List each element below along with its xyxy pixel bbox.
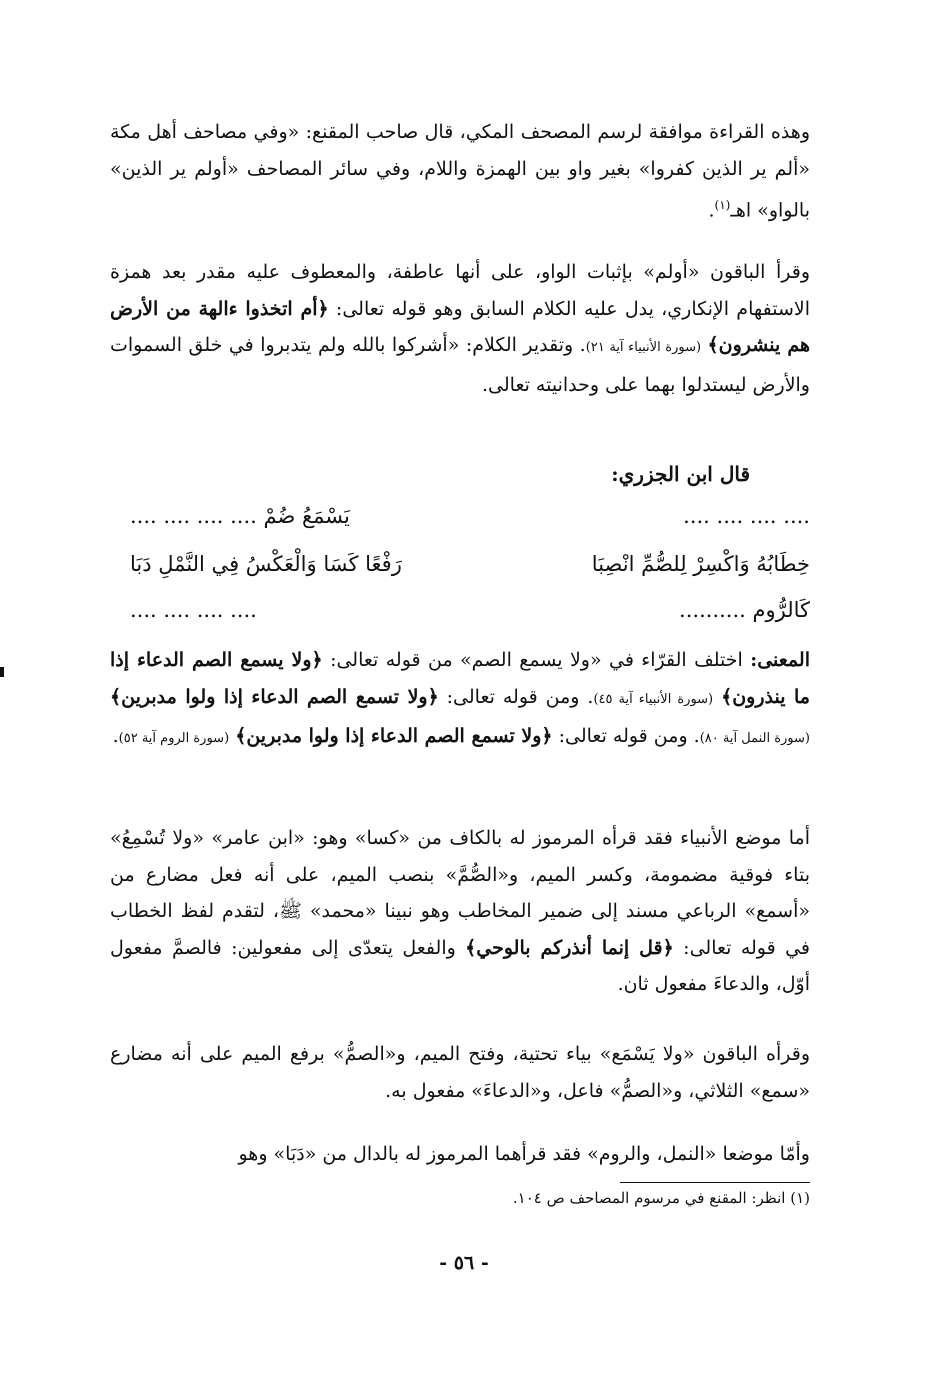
page-number: - ٥٦ - (439, 1252, 489, 1274)
paragraph-text: وهذه القراءة موافقة لرسم المصحف المكي، قال صاحب المقنع: «وفي مصاحف أهل مكة «ألم ير الذين كفروا» بغير واو بين الهمزة واللام، وفي سائر المصاحف «أولم ير الذين» بالواو» اهـ (110, 121, 810, 222)
paragraph-text: وقرأه الباقون «ولا يَسْمَع» بياء تحتية، وفتح الميم، و«الصمُّ» برفع الميم على أنه مضارع «سمع» الثلاثي، و«الصمُّ» فاعل، و«الدعاءَ» مفعول به. (110, 1043, 810, 1102)
meaning-label: المعنى: (750, 649, 810, 671)
paragraph-text: . ومن قوله تعالى: (438, 685, 594, 708)
paragraph-naml-rum (110, 1136, 810, 1173)
paragraph-text: والفعل يتعدّى إلى مفعولين: فالصمَّ مفعول أوّل، والدعاءَ مفعول ثان. (110, 936, 810, 995)
paragraph-text: وأمّا موضعا «النمل، والروم» فقد قرأهما المرموز له بالدال من «دَبَا» وهو (238, 1143, 810, 1165)
paragraph-remaining-reading (110, 1036, 810, 1109)
verse-first-hemistich: كَالرُّوم .......... (679, 598, 810, 622)
paragraph-remaining-readers (110, 254, 810, 403)
verse-second-hemistich: يَسْمَعُ ضُمْ .... .... .... .... (130, 504, 350, 528)
paragraph-text: وقرأ الباقون «أولم» بإثبات الواو، على أنها عاطفة، والمعطوف عليه مقدر بعد همزة الاستفهام الإنكاري، يدل عليه الكلام السابق وهو قوله تعالى: (110, 261, 810, 320)
paragraph-end: . (112, 725, 119, 747)
poem-verse-line (130, 504, 810, 540)
footnote-divider (620, 1182, 810, 1183)
quran-verse: ﴿قل إنما أنذركم بالوحي﴾ (465, 936, 674, 959)
verse-second-hemistich: .... .... .... .... (130, 598, 257, 622)
surah-reference: (سورة الروم آية ٥٢) (118, 731, 230, 746)
poem-verse-line (130, 598, 810, 634)
paragraph-anbiya-reading (110, 820, 810, 1003)
verse-second-hemistich: رَفْعًا كَسَا وَالْعَكْسُ فِي النَّمْلِ دَبَا (130, 552, 402, 576)
footnote-reference[interactable]: (١) (714, 198, 731, 212)
surah-reference: (سورة النمل آية ٨٠) (699, 731, 810, 746)
verse-heading: قال ابن الجزري: (611, 462, 750, 486)
poem-verse-line (130, 552, 810, 588)
paragraph-end: . (708, 199, 715, 222)
surah-reference: (سورة الأنبياء آية ٤٥) (593, 691, 714, 707)
quran-verse: ﴿ولا تسمع الصم الدعاء إذا ولوا مدبرين﴾ (110, 685, 439, 708)
verse-first-hemistich: .... .... .... .... (683, 504, 810, 528)
footnote: (١) انظر: المقنع في مرسوم المصاحف ص ١٠٤. (512, 1189, 810, 1207)
paragraph-text: . ومن قوله تعالى: (552, 725, 700, 747)
quran-verse: ﴿أم اتخذوا ءالهة من الأرض هم ينشرون﴾ (110, 297, 810, 356)
paragraph-meaning (110, 642, 810, 758)
quran-verse: ﴿ولا تسمع الصم الدعاء إذا ولوا مدبرين﴾ (235, 725, 553, 747)
surah-reference: (سورة الأنبياء آية ٢١) (585, 340, 702, 355)
paragraph-text: أما موضع الأنبياء فقد قرأه المرموز له بالكاف من «كسا» وهو: «ابن عامر» «ولا تُسْمِعُ» بتاء فوقية مضمومة، وكسر الميم، و«الصُّمَّ» بنصب الميم، على أنه فعل مضارع من «أسمع» الرباعي مسند إلى ضمير المخاطب وهو نبينا «محمد» ﷺ، لتقدم لفظ الخطاب في قوله تعالى: (110, 827, 810, 959)
paragraph-text: . وتقدير الكلام: «أشركوا بالله ولم يتدبروا في خلق السموات والأرض ليستدلوا بهما على وحدانيته تعالى. (110, 334, 810, 396)
paragraph-muqni-quote (110, 114, 810, 229)
scan-edge-mark (0, 667, 4, 677)
verse-first-hemistich: خِطَابُهُ وَاكْسِرْ لِلصُّمِّ انْصِبَا (591, 552, 810, 576)
paragraph-text: اختلف القرّاء في «ولا يسمع الصم» من قوله تعالى: (322, 649, 751, 671)
quran-verse: ﴿ولا يسمع الصم الدعاء إذا ما ينذرون﴾ (110, 649, 810, 708)
